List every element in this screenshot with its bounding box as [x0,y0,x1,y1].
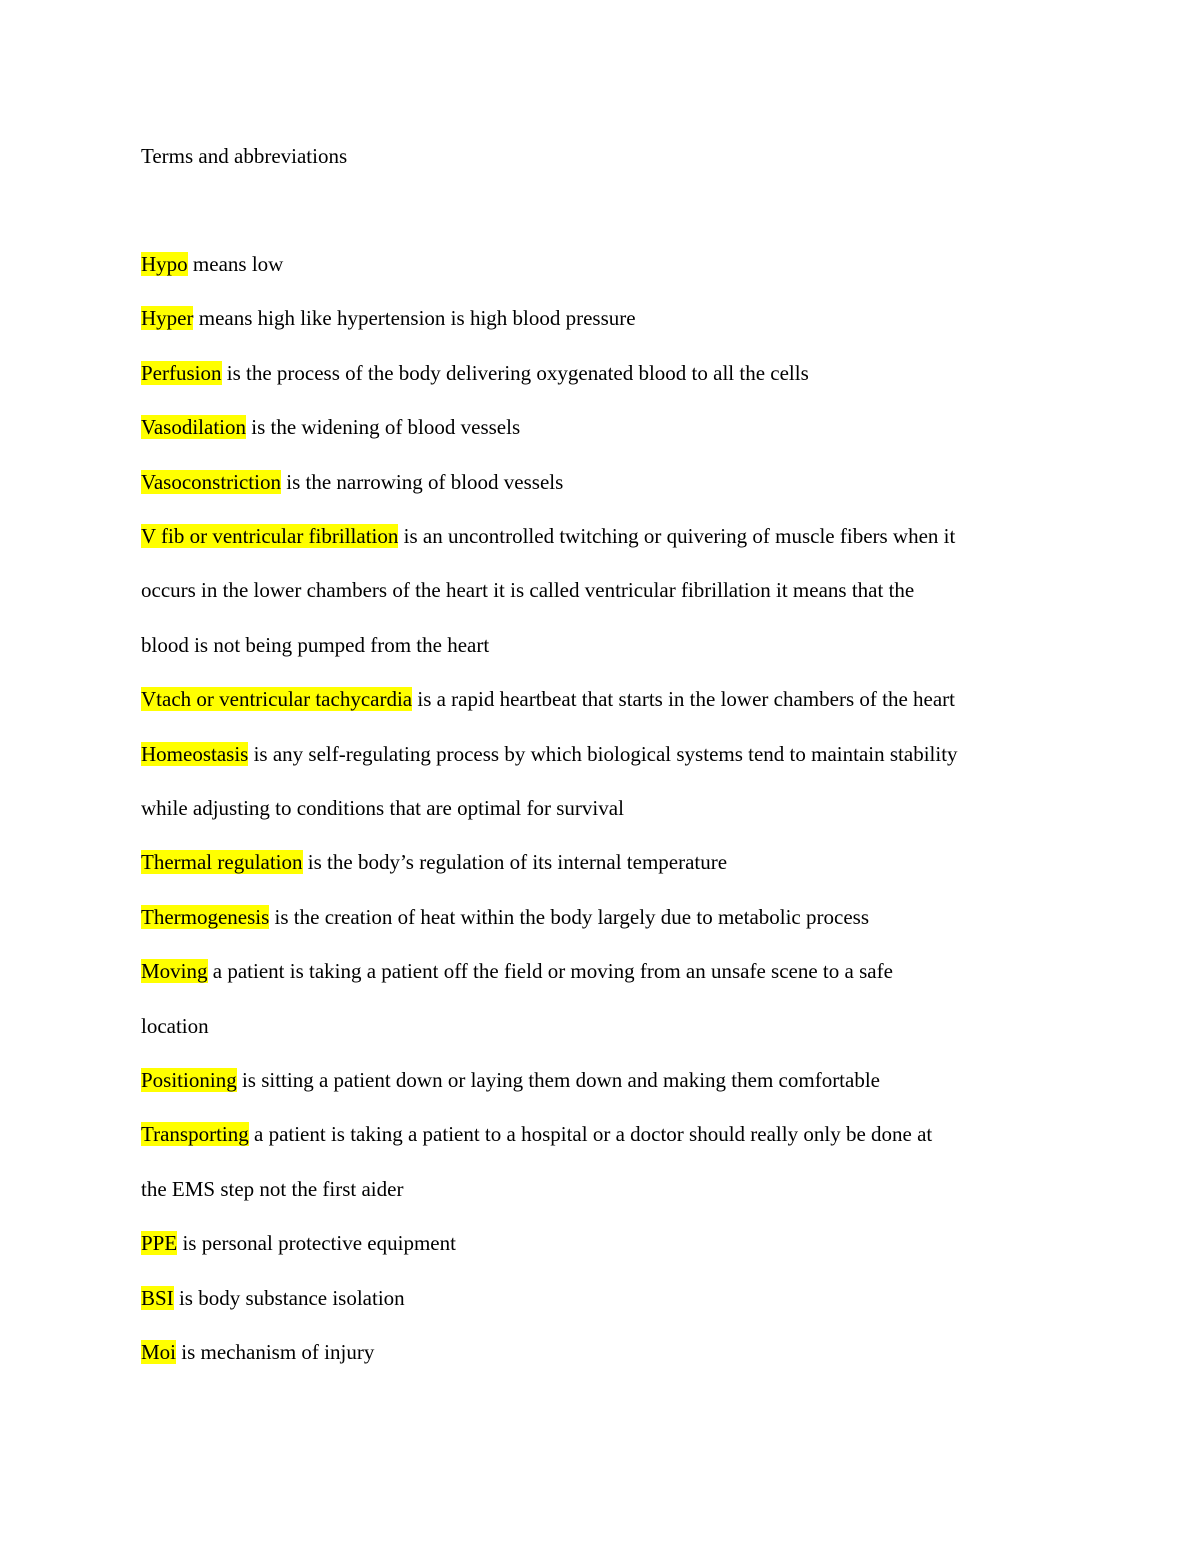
term-entry [141,1339,374,1366]
term-highlight: V fib or ventricular fibrillation [141,524,399,548]
term-entry [141,741,958,768]
term-definition: is sitting a patient down or laying them down and making them comfortable [236,1068,880,1092]
term-definition: is personal protective equipment [177,1231,456,1255]
term-highlight: Homeostasis [141,742,249,766]
term-definition: means low [187,252,284,276]
term-entry [141,1067,880,1094]
term-highlight: Thermogenesis [141,905,270,929]
term-definition: is an uncontrolled twitching or quivering of muscle fibers when it [398,524,956,548]
term-entry [141,523,955,550]
term-definition: is the narrowing of blood vessels [280,470,564,494]
term-definition: means high like hypertension is high blood pressure [193,306,636,330]
term-highlight: Moi [141,1340,177,1364]
definition-continuation: occurs in the lower chambers of the heart it is called ventricular fibrillation it means that the [141,578,915,602]
term-entry [141,686,955,713]
term-entry [141,469,563,496]
term-highlight: Hypo [141,252,188,276]
term-definition: is any self-regulating process by which biological systems tend to maintain stability [248,742,958,766]
term-entry [141,958,893,985]
term-definition: is the body’s regulation of its internal temperature [302,850,728,874]
term-entry [141,1121,932,1148]
document-title: Terms and abbreviations [141,144,348,168]
term-highlight: BSI [141,1286,174,1310]
term-highlight: Positioning [141,1068,237,1092]
term-entry [141,849,727,876]
term-definition: is mechanism of injury [176,1340,375,1364]
term-entry [141,1230,456,1257]
term-entry [141,360,809,387]
definition-continuation: blood is not being pumped from the heart [141,633,490,657]
term-highlight: Hyper [141,306,194,330]
term-definition: is body substance isolation [173,1286,405,1310]
term-definition: a patient is taking a patient off the field or moving from an unsafe scene to a safe [207,959,893,983]
term-definition: a patient is taking a patient to a hospital or a doctor should really only be done at [248,1122,933,1146]
term-entry [141,1285,405,1312]
definition-continuation: location [141,1014,209,1038]
term-definition: is the widening of blood vessels [246,415,521,439]
term-entry [141,904,869,931]
term-entry [141,305,636,332]
term-entry [141,251,283,278]
term-definition: is the creation of heat within the body largely due to metabolic process [269,905,869,929]
term-entry [141,414,520,441]
term-highlight: Transporting [141,1122,249,1146]
term-highlight: Vasoconstriction [141,470,281,494]
term-highlight: Moving [141,959,208,983]
term-definition: is the process of the body delivering oxygenated blood to all the cells [221,361,809,385]
term-highlight: Perfusion [141,361,222,385]
term-definition: is a rapid heartbeat that starts in the lower chambers of the heart [412,687,955,711]
definition-continuation: while adjusting to conditions that are optimal for survival [141,796,624,820]
term-highlight: Vtach or ventricular tachycardia [141,687,413,711]
term-highlight: Thermal regulation [141,850,303,874]
term-highlight: PPE [141,1231,178,1255]
definition-continuation: the EMS step not the first aider [141,1177,404,1201]
term-highlight: Vasodilation [141,415,246,439]
